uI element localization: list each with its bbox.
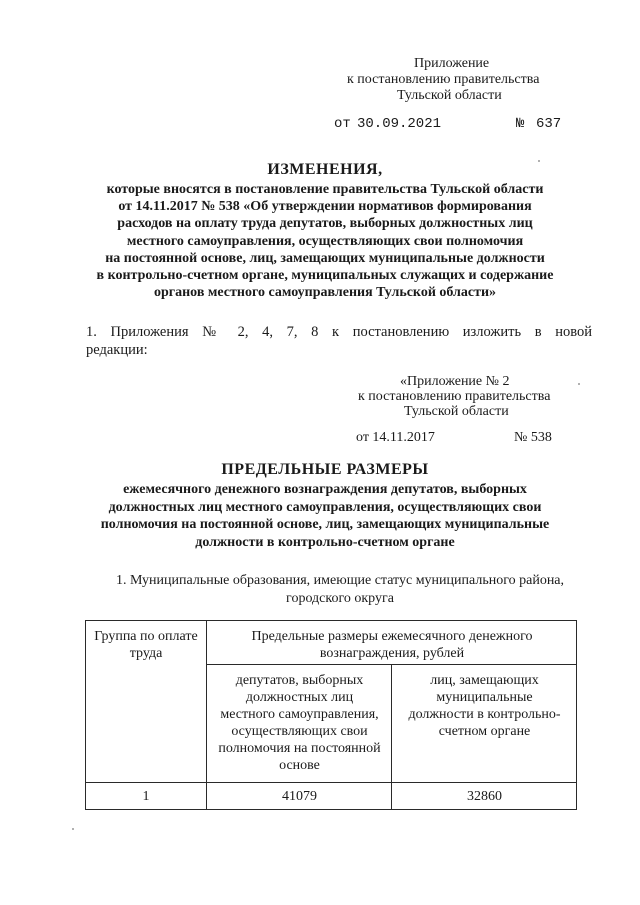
resolution-number-label: № <box>516 116 525 132</box>
table-group-divider <box>206 664 577 665</box>
col-control-header-line: счетном органе <box>438 724 531 739</box>
changes-subtitle-line: которые вносятся в постановление правительства Тульской области <box>106 182 544 197</box>
section-1-line2: городского округа <box>286 591 394 606</box>
resolution-number: 637 <box>536 116 562 132</box>
appendix-line1: Приложение <box>414 56 490 71</box>
resolution-date: 30.09.2021 <box>357 116 442 132</box>
scan-speck <box>538 160 540 162</box>
col-deputies-header-line: местного самоуправления, <box>220 707 379 722</box>
table-border-top <box>85 620 577 621</box>
inner-resolution-number: № 538 <box>514 430 552 445</box>
limits-subtitle-line: должности в контрольно-счетном органе <box>195 534 455 550</box>
paragraph-1-line1: 1. Приложения № 2, 4, 7, 8 к постановлению изложить в новой <box>86 324 592 340</box>
changes-subtitle-line: в контрольно-счетном органе, муниципальных служащих и содержание <box>96 268 554 284</box>
col-deputies-header-line: должностных лиц <box>245 690 354 705</box>
col-deputies-header-line: депутатов, выборных <box>235 673 364 688</box>
inner-appendix-line2: к постановлению правительства <box>358 389 551 404</box>
table-row-control-value: 32860 <box>467 789 502 804</box>
col-control-header <box>393 672 576 740</box>
appendix-header <box>330 56 600 104</box>
limits-group-header-line: вознаграждения, рублей <box>319 646 465 661</box>
limits-subtitle <box>60 481 590 551</box>
changes-subtitle-line: органов местного самоуправления Тульской области» <box>153 285 497 301</box>
paragraph-1-line2: редакции: <box>86 342 148 358</box>
appendix-line2: к постановлению правительства <box>347 72 540 87</box>
limits-title: ПРЕДЕЛЬНЫЕ РАЗМЕРЫ <box>221 461 429 478</box>
section-1-line1: 1. Муниципальные образования, имеющие статус муниципального района, <box>115 573 565 588</box>
scan-speck <box>72 828 74 830</box>
limits-group-header <box>208 628 576 662</box>
col-group-header-line: труда <box>129 646 163 661</box>
limits-subtitle-line: должностных лиц местного самоуправления, осуществляющих свои <box>108 499 542 515</box>
limits-subtitle-line: ежемесячного денежного вознаграждения депутатов, выборных <box>123 482 527 497</box>
table-row-group: 1 <box>142 789 150 804</box>
changes-title: ИЗМЕНЕНИЯ, <box>267 161 383 178</box>
inner-appendix-header <box>350 374 600 419</box>
changes-subtitle-line: расходов на оплату труда депутатов, выборных должностных лиц <box>117 216 533 232</box>
scan-speck <box>578 383 580 385</box>
table-border-bottom <box>85 809 577 810</box>
inner-appendix-line3: Тульской области <box>404 404 509 419</box>
table-header-divider <box>85 782 577 783</box>
limits-subtitle-line: полномочия на постоянной основе, лиц, замещающих муниципальные <box>100 517 550 532</box>
col-deputies-header-line: осуществляющих свои <box>231 724 368 739</box>
table-row-deputies-value: 41079 <box>282 789 317 804</box>
resolution-from-label: от <box>334 116 351 132</box>
limits-table <box>85 620 577 810</box>
col-group-header <box>87 628 205 662</box>
inner-resolution-date: от 14.11.2017 <box>356 430 435 445</box>
col-control-header-line: должности в контрольно- <box>408 707 561 722</box>
changes-subtitle <box>60 181 590 301</box>
inner-appendix-line1: «Приложение № 2 <box>400 374 510 389</box>
limits-group-header-line: Предельные размеры ежемесячного денежного <box>251 629 533 644</box>
col-group-header-line: Группа по оплате <box>94 629 198 644</box>
col-deputies-header-line: основе <box>279 758 320 773</box>
col-control-header-line: лиц, замещающих <box>430 673 539 688</box>
col-deputies-header <box>208 672 391 774</box>
changes-subtitle-line: от 14.11.2017 № 538 «Об утверждении нормативов формирования <box>118 199 532 215</box>
changes-subtitle-line: на постоянной основе, лиц, замещающих муниципальные должности <box>105 250 545 266</box>
appendix-line3: Тульской области <box>397 88 502 103</box>
section-1-heading <box>60 572 620 608</box>
table-col-divider-2 <box>391 664 392 810</box>
col-control-header-line: муниципальные <box>436 690 533 705</box>
changes-subtitle-line: местного самоуправления, осуществляющих свои полномочия <box>126 233 524 249</box>
col-deputies-header-line: полномочия на постоянной <box>218 741 381 756</box>
